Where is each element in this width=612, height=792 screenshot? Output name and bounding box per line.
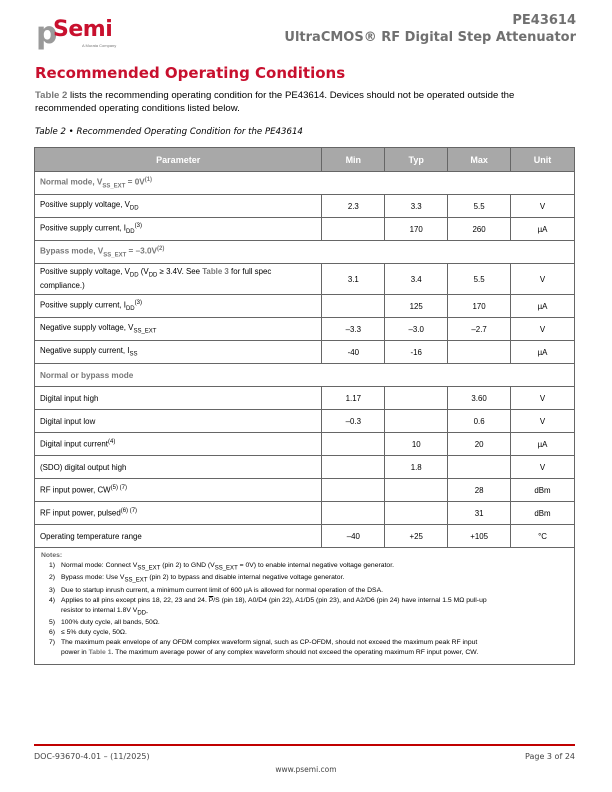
group-label: Normal mode, $V_{SS\_EXT} = 0V^{(1)}$ xyxy=(35,172,575,195)
col-parameter: Parameter xyxy=(35,148,322,172)
param-cell: Operating temperature range xyxy=(35,525,322,548)
note-4: 4) Applies to all pins except pins 18, 22, 23 and 24. $\overline{P}/S$ (pin 18), A0/D4 (pin 22), A1/D5 (pin 23), and A2/D6 (pin 24) have internal 1.5 MΩ pull-up resistor to internal 1.8V $V_{DD-}$ xyxy=(49,596,487,617)
note-3: 3) Due to startup inrush current, a minimum current limit of 600 µA is allowed for normal operation of the DSA. xyxy=(49,586,384,594)
typ-cell: +25 xyxy=(385,525,448,548)
table-3-link[interactable]: Table 3 xyxy=(202,267,229,277)
group-label: Bypass mode, $V_{SS\_EXT} = -3.0V^{(2)}$ xyxy=(35,241,575,264)
table-row xyxy=(35,456,575,479)
min-cell xyxy=(322,433,385,456)
typ-cell xyxy=(385,387,448,410)
logo-wordmark: Semi xyxy=(53,17,113,42)
min-cell: -40 xyxy=(322,341,385,364)
param-cell: Negative supply current, $I_{SS}$ xyxy=(35,341,322,364)
table-row xyxy=(35,410,575,433)
part-number: PE43614 xyxy=(512,13,576,28)
min-cell xyxy=(322,479,385,502)
table-row xyxy=(35,218,575,241)
logo-tagline: A Murata Company xyxy=(82,43,117,48)
param-cell: Digital input high xyxy=(35,387,322,410)
doc-id: DOC-93670-4.01 – (11/2025) xyxy=(34,752,150,761)
max-cell: 31 xyxy=(448,502,511,525)
table-row xyxy=(35,341,575,364)
table-row xyxy=(35,295,575,318)
page-number: Page 3 of 24 xyxy=(525,752,575,761)
intro-paragraph xyxy=(35,89,575,115)
unit-cell: V xyxy=(511,264,575,295)
intro-text: lists the recommending operating condition for the PE43614. Devices should not be operated outside the recommended operating conditions listed below. xyxy=(35,90,515,114)
note-6: 6) ≤ 5% duty cycle, 50Ω. xyxy=(49,629,127,637)
product-title: UltraCMOS® RF Digital Step Attenuator xyxy=(284,30,576,45)
min-cell xyxy=(322,295,385,318)
max-cell: 5.5 xyxy=(448,264,511,295)
notes-title: Notes: xyxy=(41,552,63,559)
param-cell: Digital input current$^{(4)}$ xyxy=(35,433,322,456)
page-header xyxy=(284,12,576,46)
unit-cell: °C xyxy=(511,525,575,548)
table-row xyxy=(35,264,575,295)
footer-divider xyxy=(34,744,575,746)
website-link[interactable]: www.psemi.com xyxy=(275,765,337,774)
unit-cell: µA xyxy=(511,433,575,456)
note-2: 2) Bypass mode: Use $V_{SS\_EXT}$ (pin 2) to bypass and disable internal negative voltage generator. xyxy=(49,574,345,584)
table-row xyxy=(35,502,575,525)
max-cell xyxy=(448,456,511,479)
unit-cell: dBm xyxy=(511,479,575,502)
group-row-normal-or-bypass xyxy=(35,364,575,387)
unit-cell: V xyxy=(511,318,575,341)
table-header-row xyxy=(35,148,575,172)
unit-cell: µA xyxy=(511,341,575,364)
unit-cell: V xyxy=(511,195,575,218)
typ-cell: –3.0 xyxy=(385,318,448,341)
max-cell: 20 xyxy=(448,433,511,456)
min-cell: 1.17 xyxy=(322,387,385,410)
param-cell: Positive supply voltage, $V_{DD}$ xyxy=(35,195,322,218)
max-cell: 260 xyxy=(448,218,511,241)
typ-cell: 125 xyxy=(385,295,448,318)
min-cell: 3.1 xyxy=(322,264,385,295)
typ-cell: 1.8 xyxy=(385,456,448,479)
table-row xyxy=(35,318,575,341)
table-row xyxy=(35,525,575,548)
table-row xyxy=(35,479,575,502)
max-cell: 170 xyxy=(448,295,511,318)
unit-cell: V xyxy=(511,456,575,479)
col-max: Max xyxy=(448,148,511,172)
group-row-bypass xyxy=(35,241,575,264)
group-row-normal xyxy=(35,172,575,195)
note-1: 1) Normal mode: Connect $V_{SS\_EXT}$ (pin 2) to GND $(V_{SS\_EXT} = 0V)$ to enable internal negative voltage generator. xyxy=(49,562,394,572)
param-cell: RF input power, pulsed$^{(6) (7)}$ xyxy=(35,502,322,525)
max-cell xyxy=(448,341,511,364)
unit-cell: µA xyxy=(511,218,575,241)
col-min: Min xyxy=(322,148,385,172)
table-2-link[interactable]: Table 2 xyxy=(35,90,68,101)
table-row xyxy=(35,195,575,218)
min-cell: 2.3 xyxy=(322,195,385,218)
section-title: Recommended Operating Conditions xyxy=(35,64,346,82)
unit-cell: dBm xyxy=(511,502,575,525)
logo-p-mark: p xyxy=(36,16,58,51)
col-typ: Typ xyxy=(385,148,448,172)
param-cell: Positive supply voltage, $V_{DD}$ ($V_{DD} \ge 3.4V$. See Table 3 for full spec compliance.) xyxy=(35,264,322,295)
max-cell: 28 xyxy=(448,479,511,502)
table-row xyxy=(35,387,575,410)
min-cell xyxy=(322,218,385,241)
table-caption: Table 2 • Recommended Operating Condition for the PE43614 xyxy=(35,127,303,137)
typ-cell: 10 xyxy=(385,433,448,456)
min-cell: –40 xyxy=(322,525,385,548)
param-cell: Positive supply current, $I_{DD}^{(3)}$ xyxy=(35,218,322,241)
unit-cell: V xyxy=(511,410,575,433)
max-cell: +105 xyxy=(448,525,511,548)
param-cell: RF input power, $CW^{(5) (7)}$ xyxy=(35,479,322,502)
unit-cell: µA xyxy=(511,295,575,318)
note-7: 7) The maximum peak envelope of any OFDM complex waveform signal, such as CP-OFDM, should not exceed the maximum peak RF input power in Table 1. The maximum average power of any complex waveform should not exceed the operating maximum RF input power, CW. xyxy=(49,639,479,657)
max-cell: 0.6 xyxy=(448,410,511,433)
typ-cell xyxy=(385,410,448,433)
typ-cell: 3.3 xyxy=(385,195,448,218)
max-cell: 5.5 xyxy=(448,195,511,218)
typ-cell xyxy=(385,502,448,525)
min-cell xyxy=(322,502,385,525)
min-cell: –3.3 xyxy=(322,318,385,341)
max-cell: –2.7 xyxy=(448,318,511,341)
max-cell: 3.60 xyxy=(448,387,511,410)
typ-cell: -16 xyxy=(385,341,448,364)
table-1-link[interactable]: Table 1 xyxy=(88,649,112,657)
notes-cell xyxy=(35,548,575,665)
min-cell xyxy=(322,456,385,479)
table-row xyxy=(35,433,575,456)
param-cell: Negative supply voltage, $V_{SS\_EXT}$ xyxy=(35,318,322,341)
group-label: Normal or bypass mode xyxy=(35,364,575,387)
typ-cell xyxy=(385,479,448,502)
unit-cell: V xyxy=(511,387,575,410)
param-cell: (SDO) digital output high xyxy=(35,456,322,479)
psemi-logo xyxy=(36,14,136,50)
param-cell: Positive supply current, $I_{DD}^{(3)}$ xyxy=(35,295,322,318)
min-cell: –0.3 xyxy=(322,410,385,433)
note-5: 5) 100% duty cycle, all bands, 50Ω. xyxy=(49,619,160,627)
operating-conditions-table xyxy=(34,147,575,665)
param-cell: Digital input low xyxy=(35,410,322,433)
notes-row xyxy=(35,548,575,665)
typ-cell: 3.4 xyxy=(385,264,448,295)
typ-cell: 170 xyxy=(385,218,448,241)
col-unit: Unit xyxy=(511,148,575,172)
